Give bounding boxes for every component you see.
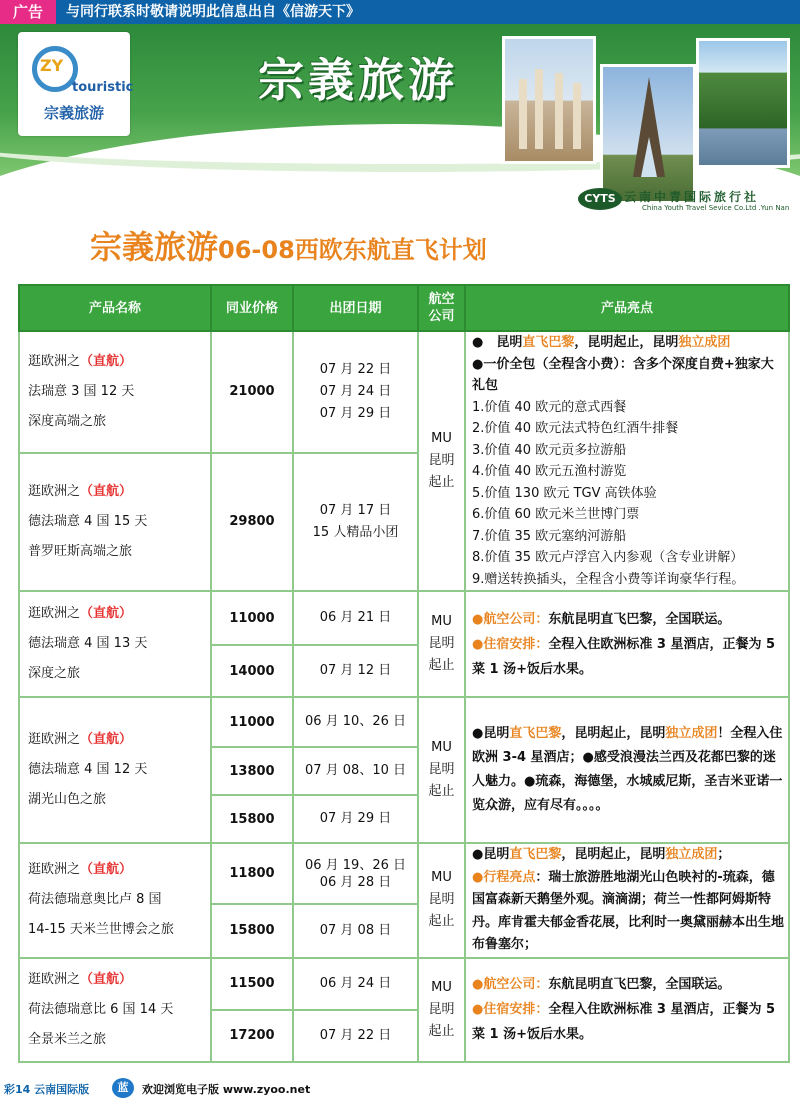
price: 11500 <box>211 958 293 1010</box>
ad-tag: 广告 <box>0 0 56 24</box>
edition-badge: 蓝 <box>112 1078 134 1098</box>
highlights-cell: ●航空公司：东航昆明直飞巴黎，全国联运。 ●住宿安排：全程入住欧洲标准 3 星酒店，正餐为 5 菜 1 汤+饭后水果。 <box>465 958 789 1062</box>
agency-name-en: China Youth Travel Sevice Co.Ltd .Yun Nan <box>642 204 790 212</box>
product-name: 逛欧洲之（直航） 德法瑞意 4 国 15 天 普罗旺斯高端之旅 <box>19 453 211 591</box>
price: 11000 <box>211 591 293 645</box>
table-header <box>19 285 789 331</box>
temple-photo <box>502 36 596 164</box>
highlights-cell: ●航空公司：东航昆明直飞巴黎，全国联运。 ●住宿安排：全程入住欧洲标准 3 星酒店，正餐为 5 菜 1 汤+饭后水果。 <box>465 591 789 697</box>
product-name: 逛欧洲之（直航） 法瑞意 3 国 12 天 深度高端之旅 <box>19 331 211 453</box>
header-price: 同业价格 <box>211 285 293 331</box>
price: 15800 <box>211 795 293 843</box>
table-row <box>19 697 789 747</box>
highlights-cell: ● 昆明直飞巴黎，昆明起止，昆明独立成团 ●一价全包（全程含小费）：含多个深度自费+独家大礼包 1.价值 40 欧元的意式西餐 2.价值 40 欧元法式特色红酒牛排餐 3.价值 40 欧元贡多拉游船 4.价值 40 欧元五渔村游览 5.价值 130 欧元 TGV 高铁体验 6.价值 60 欧元米兰世博门票 7.价值 35 欧元塞纳河游船 8.价值 35 欧元卢浮宫入内参观（含专业讲解） 9.赠送转换插头，全程含小费等详询豪华行程。 <box>465 331 789 591</box>
company-logo <box>18 32 134 136</box>
ad-notice: 与同行联系时敬请说明此信息出自《信游天下》 <box>66 4 360 20</box>
product-name: 逛欧洲之（直航） 荷法德瑞意奥比卢 8 国 14-15 天米兰世博会之旅 <box>19 843 211 958</box>
logo-chinese: 宗義旅游 <box>44 104 105 122</box>
table-row <box>19 958 789 1010</box>
product-name: 逛欧洲之（直航） 德法瑞意 4 国 12 天 湖光山色之旅 <box>19 697 211 843</box>
departure-date: 06 月 10、26 日 <box>293 697 418 747</box>
airline-cell: MU 昆明 起止 <box>418 697 465 843</box>
headline-main: 宗義旅游 <box>90 228 219 266</box>
page-number: 彩14 云南国际版 <box>4 1083 90 1096</box>
header-airline: 航空公司 <box>418 285 465 331</box>
agency-logo: CYTS <box>578 188 622 210</box>
tour-table <box>18 284 790 1063</box>
airline-cell: MU 昆明 起止 <box>418 958 465 1062</box>
website-note: 欢迎浏览电子版 www.zyoo.net <box>142 1083 311 1096</box>
departure-date: 07 月 22 日 <box>293 1010 418 1062</box>
departure-date: 06 月 24 日 <box>293 958 418 1010</box>
departure-dates: 07 月 17 日 15 人精品小团 <box>293 453 418 591</box>
header-product: 产品名称 <box>19 285 211 331</box>
lake-village-photo <box>696 38 790 168</box>
agency-name-cn: 云南中青国际旅行社 <box>624 190 760 204</box>
ad-bar <box>0 0 800 24</box>
price: 13800 <box>211 747 293 795</box>
highlights-cell: ●昆明直飞巴黎，昆明起止，昆明独立成团； ●行程亮点：瑞士旅游胜地湖光山色映衬的-琉森，德国富森新天鹅堡外观。滴滴湖；荷兰一性都阿姆斯特丹。库肯霍夫郁金香花展，比利时一奥黛丽赫本出生地布鲁塞尔； <box>465 843 789 958</box>
price: 11000 <box>211 697 293 747</box>
headline-sub: 06-08西欧东航直飞计划 <box>218 236 487 264</box>
logo-mark: ZY <box>40 56 64 75</box>
banner <box>0 24 800 224</box>
eiffel-tower-photo <box>600 64 696 204</box>
headline <box>90 222 487 268</box>
departure-date: 06 月 21 日 <box>293 591 418 645</box>
highlights-cell: ●昆明直飞巴黎，昆明起止，昆明独立成团！全程入住欧洲 3-4 星酒店；●感受浪漫法兰西及花都巴黎的迷人魅力。●琉森，海德堡，水城威尼斯，圣吉米亚诺一览众游，应有尽有。。。。 <box>465 697 789 843</box>
airline-cell: MU 昆明 起止 <box>418 843 465 958</box>
table-row <box>19 843 789 904</box>
price: 17200 <box>211 1010 293 1062</box>
product-name: 逛欧洲之（直航） 德法瑞意 4 国 13 天 深度之旅 <box>19 591 211 697</box>
footer <box>0 1078 800 1100</box>
departure-date: 07 月 08 日 <box>293 904 418 957</box>
logo-english: touristic <box>72 80 134 95</box>
header-date: 出团日期 <box>293 285 418 331</box>
header-highlights: 产品亮点 <box>465 285 789 331</box>
price: 21000 <box>211 331 293 453</box>
product-name: 逛欧洲之（直航） 荷法德瑞意比 6 国 14 天 全景米兰之旅 <box>19 958 211 1062</box>
departure-date: 07 月 29 日 <box>293 795 418 843</box>
price: 11800 <box>211 843 293 904</box>
price: 15800 <box>211 904 293 957</box>
departure-dates: 07 月 22 日 07 月 24 日 07 月 29 日 <box>293 331 418 453</box>
departure-date: 06 月 19、26 日 06 月 28 日 <box>293 843 418 904</box>
banner-title: 宗義旅游 <box>258 53 458 107</box>
airline-cell: MU 昆明 起止 <box>418 591 465 697</box>
airline-cell: MU 昆明 起止 <box>418 331 465 591</box>
table-row <box>19 591 789 645</box>
table-row <box>19 331 789 453</box>
departure-date: 07 月 08、10 日 <box>293 747 418 795</box>
departure-date: 07 月 12 日 <box>293 645 418 697</box>
price: 14000 <box>211 645 293 697</box>
price: 29800 <box>211 453 293 591</box>
